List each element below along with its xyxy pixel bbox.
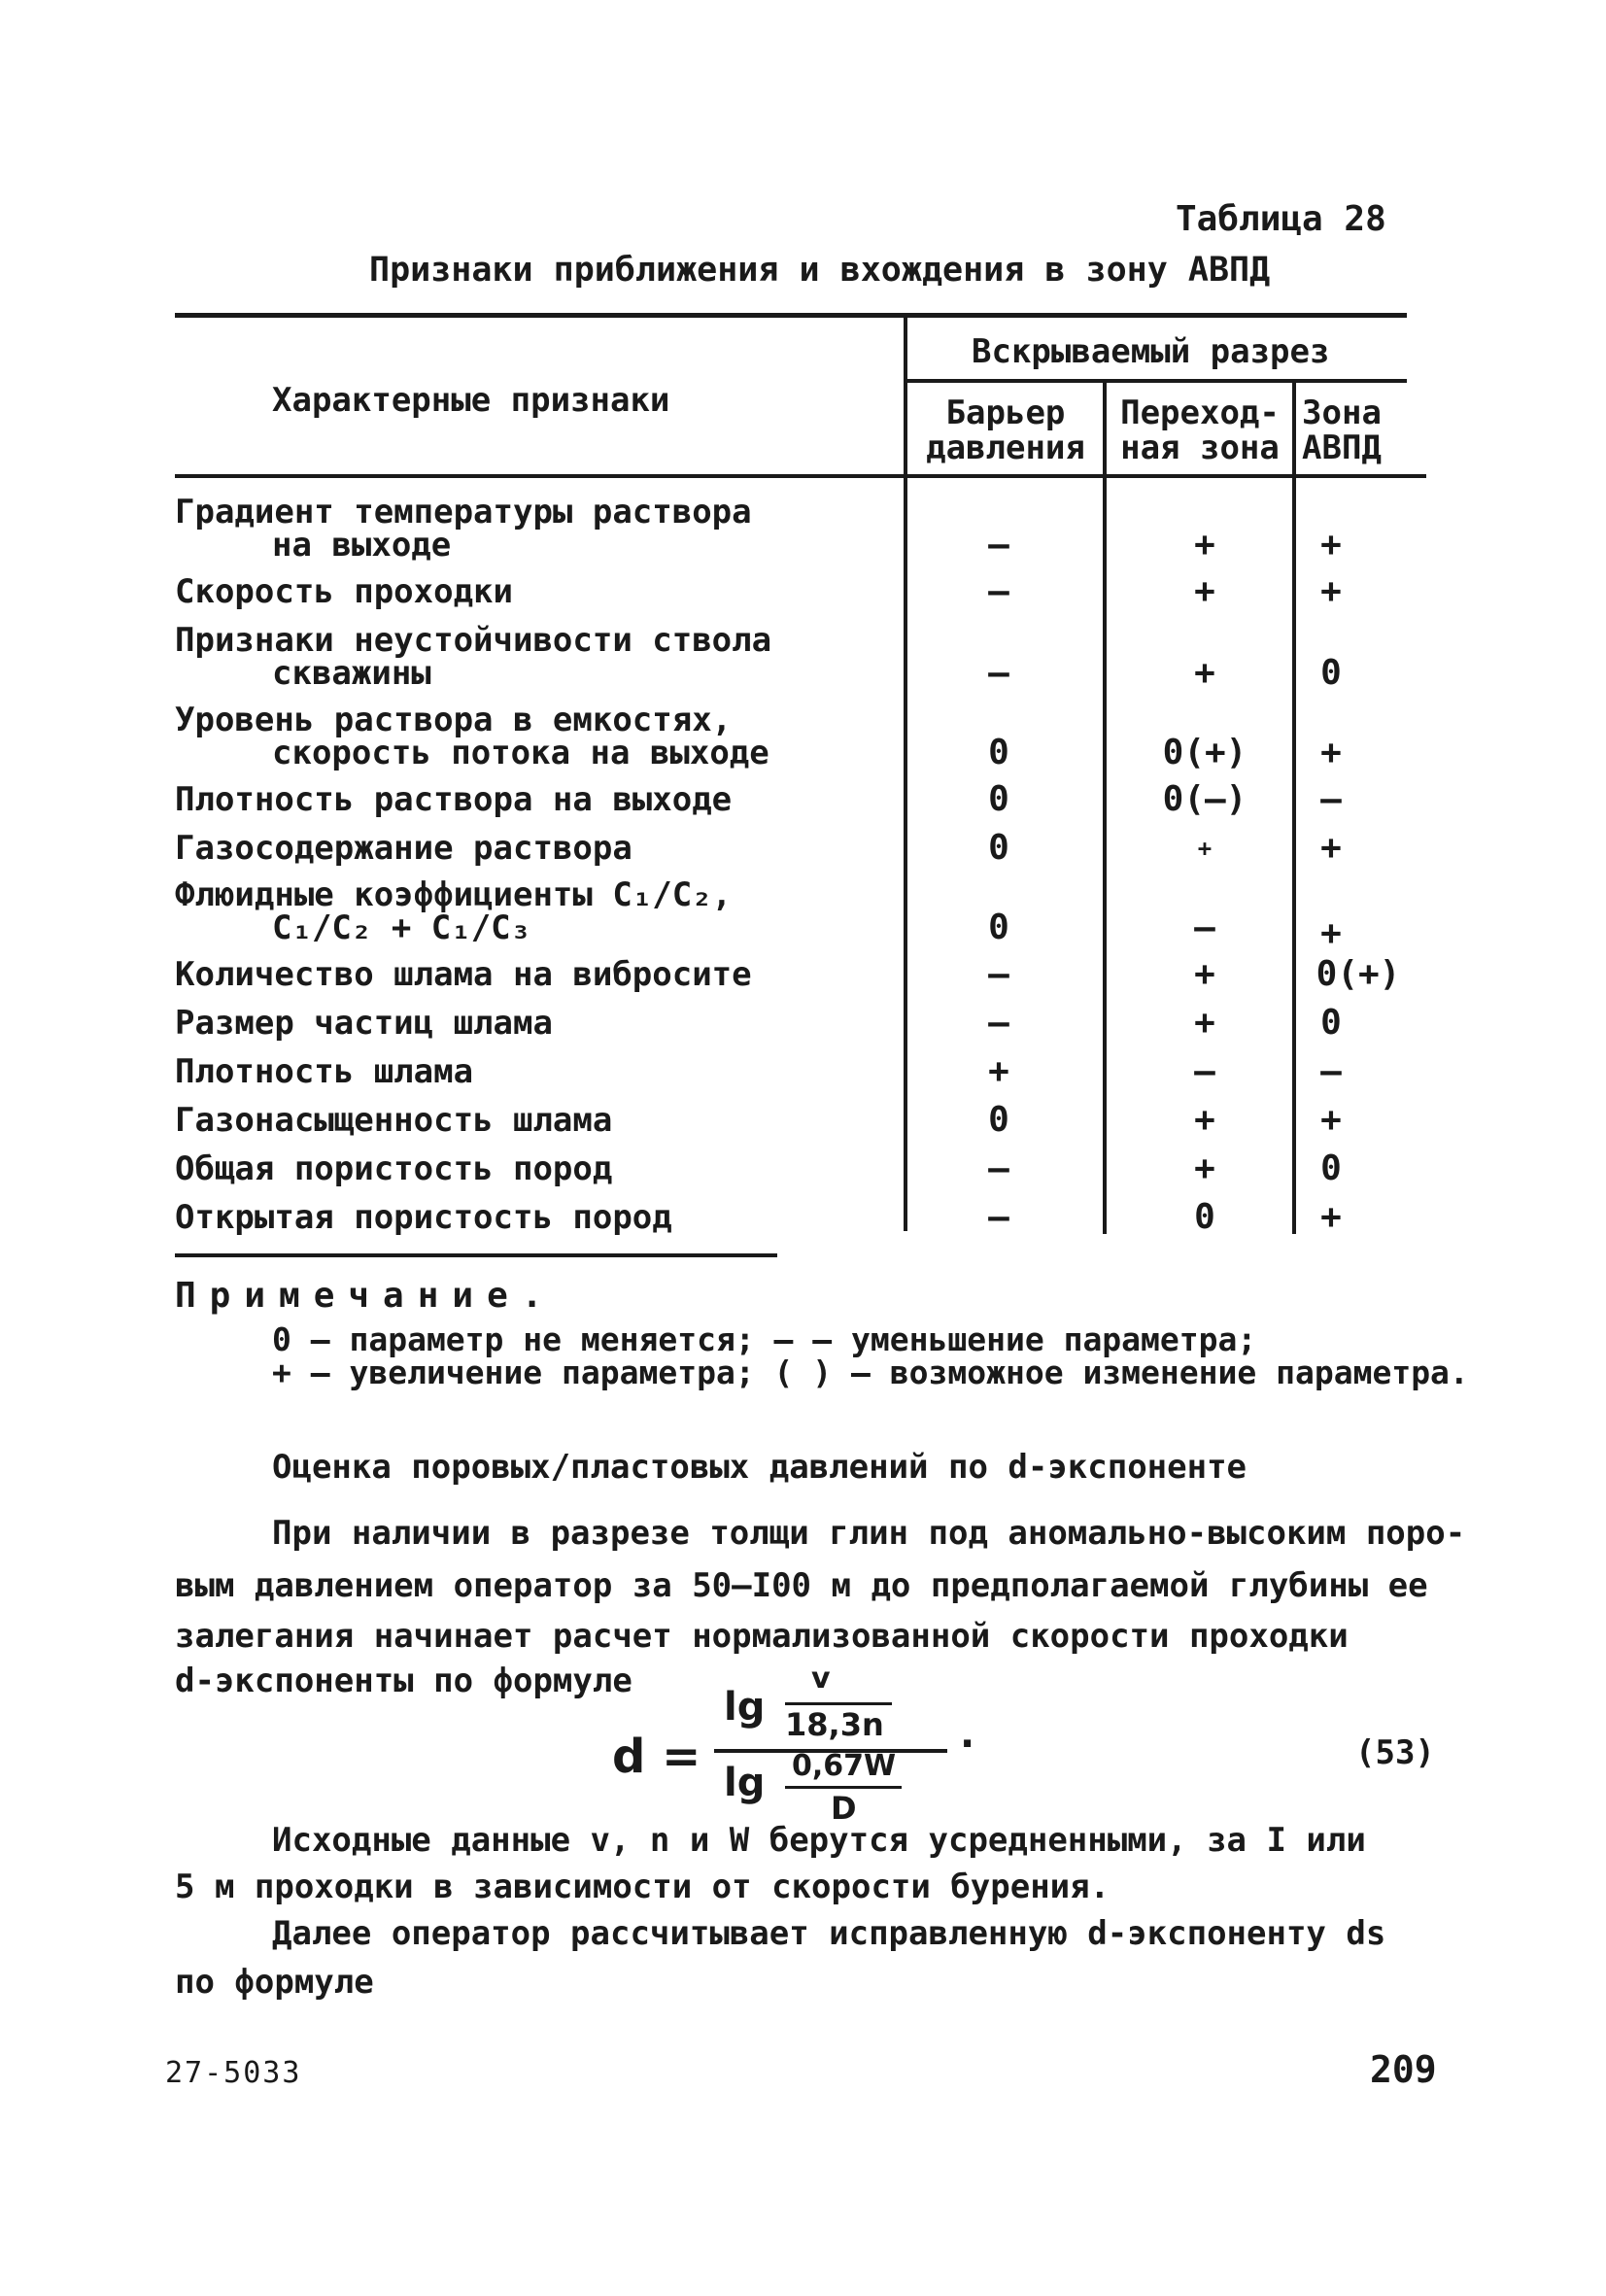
row-label: Общая пористость пород xyxy=(175,1149,613,1188)
col-divider-2 xyxy=(1103,381,1107,1234)
cell-zone: + xyxy=(1320,828,1342,868)
page-number: 209 xyxy=(1370,2048,1437,2091)
row-label-cont: на выходе xyxy=(272,526,452,565)
note-line-2: + – увеличение параметра; ( ) – возможное изменение параметра. xyxy=(272,1354,1469,1391)
cell-barrier: 0 xyxy=(988,779,1009,819)
cell-transition: + xyxy=(1194,571,1215,611)
cell-transition: + xyxy=(1194,1100,1215,1140)
cell-zone: 0(+) xyxy=(1316,954,1401,994)
row-label-cont: скорость потока на выходе xyxy=(272,734,769,772)
section-heading: Оценка поровых/пластовых давлений по d-экспоненте xyxy=(272,1448,1247,1487)
cell-barrier: – xyxy=(988,1197,1009,1237)
cell-zone: + xyxy=(1320,1197,1342,1237)
row-label: Газонасыщенность шлама xyxy=(175,1101,613,1140)
row-label: Скорость проходки xyxy=(175,572,513,611)
formula-number: (53) xyxy=(1355,1733,1435,1772)
cell-zone: 0 xyxy=(1320,1003,1342,1043)
row-label: Плотность раствора на выходе xyxy=(175,780,733,819)
group-header-rule xyxy=(907,379,1407,383)
note-line-1: 0 – параметр не меняется; – – уменьшение параметра; xyxy=(272,1320,1257,1358)
table-bottom-rule xyxy=(175,1253,777,1257)
formula-numerator-inner-bar xyxy=(785,1702,892,1705)
header-col-zone-line1: Зона xyxy=(1302,394,1382,432)
cell-transition: 0 xyxy=(1194,1197,1215,1237)
cell-transition: – xyxy=(1194,1051,1215,1091)
formula-lhs: d = xyxy=(612,1730,701,1784)
cell-transition: + xyxy=(1194,525,1215,565)
paragraph-2-line-2: 5 м проходки в зависимости от скорости бурения. xyxy=(175,1868,1111,1906)
formula-numerator-top: v xyxy=(811,1662,831,1696)
cell-zone: + xyxy=(1320,525,1342,565)
cell-barrier: 0 xyxy=(988,733,1009,772)
cell-transition: + xyxy=(1194,954,1215,994)
cell-transition: 0(–) xyxy=(1162,779,1247,819)
formula-denominator-top: 0,67W xyxy=(792,1749,897,1783)
cell-zone: + xyxy=(1320,571,1342,611)
header-col-transition-line1: Переход- xyxy=(1120,394,1280,432)
note-title: Примечание. xyxy=(175,1276,557,1316)
formula-denominator-bottom: D xyxy=(831,1790,857,1827)
cell-zone: – xyxy=(1320,779,1342,819)
header-col-transition-line2: ная зона xyxy=(1120,428,1280,467)
header-bottom-rule xyxy=(175,474,1426,478)
cell-transition: + xyxy=(1194,653,1215,693)
cell-barrier: – xyxy=(988,1148,1009,1188)
paragraph-1-line-2: вым давлением оператор за 50–I00 м до предполагаемой глубины ее xyxy=(175,1566,1428,1605)
table-title: Признаки приближения и вхождения в зону АВПД xyxy=(369,251,1271,290)
row-label: Газосодержание раствора xyxy=(175,829,632,868)
cell-barrier: 0 xyxy=(988,828,1009,868)
cell-barrier: – xyxy=(988,525,1009,565)
cell-barrier: 0 xyxy=(988,908,1009,947)
table-number: Таблица 28 xyxy=(1176,199,1386,239)
formula-numerator-lg: lg xyxy=(724,1685,766,1730)
cell-zone: – xyxy=(1320,1051,1342,1091)
cell-zone: + xyxy=(1320,913,1342,953)
cell-transition: + xyxy=(1194,1003,1215,1043)
row-label: Открытая пористость пород xyxy=(175,1198,672,1237)
cell-zone: + xyxy=(1320,1100,1342,1140)
formula-denominator-inner-bar xyxy=(785,1786,902,1789)
formula-denominator-lg: lg xyxy=(724,1761,766,1805)
cell-transition: + xyxy=(1194,1148,1215,1188)
row-label: Размер частиц шлама xyxy=(175,1004,553,1043)
cell-barrier: – xyxy=(988,653,1009,693)
footer-code: 27-5033 xyxy=(165,2056,302,2090)
formula-trailing-dot: · xyxy=(960,1722,975,1766)
header-features: Характерные признаки xyxy=(272,381,670,420)
paragraph-1-line-4: d-экспоненты по формуле xyxy=(175,1662,632,1700)
row-label: Количество шлама на вибросите xyxy=(175,955,752,994)
row-label: Признаки неустойчивости ствола xyxy=(175,621,772,660)
formula-numerator-bottom: 18,3n xyxy=(785,1706,884,1743)
header-col-zone-line2: АВПД xyxy=(1302,428,1382,467)
row-label: Градиент температуры раствора xyxy=(175,493,752,531)
cell-zone: 0 xyxy=(1320,1148,1342,1188)
paragraph-3-line-1: Далее оператор рассчитывает исправленную d-экспоненту ds xyxy=(272,1914,1386,1953)
cell-transition: – xyxy=(1194,908,1215,947)
row-label: Уровень раствора в емкостях, xyxy=(175,701,733,739)
header-col-barrier-line1: Барьер xyxy=(945,394,1066,432)
header-col-barrier-line2: давления xyxy=(926,428,1085,467)
cell-transition: + xyxy=(1197,835,1213,862)
cell-barrier: – xyxy=(988,571,1009,611)
cell-barrier: + xyxy=(988,1051,1009,1091)
cell-barrier: 0 xyxy=(988,1100,1009,1140)
row-label-cont: C₁/C₂ + C₁/C₃ xyxy=(272,908,531,947)
row-label: Плотность шлама xyxy=(175,1052,474,1091)
paragraph-1-line-3: залегания начинает расчет нормализованной скорости проходки xyxy=(175,1617,1349,1656)
cell-zone: 0 xyxy=(1320,653,1342,693)
row-label: Флюидные коэффициенты C₁/C₂, xyxy=(175,875,733,914)
row-label-cont: скважины xyxy=(272,654,431,693)
cell-zone: + xyxy=(1320,733,1342,772)
paragraph-2-line-1: Исходные данные v, n и W берутся усредненными, за I или xyxy=(272,1821,1366,1860)
col-divider-1 xyxy=(904,313,907,1231)
paragraph-3-line-2: по формуле xyxy=(175,1963,374,2002)
cell-barrier: – xyxy=(988,1003,1009,1043)
cell-transition: 0(+) xyxy=(1162,733,1247,772)
paragraph-1-line-1: При наличии в разрезе толщи глин под аномально-высоким поро- xyxy=(272,1514,1466,1553)
header-group: Вскрываемый разрез xyxy=(972,332,1330,371)
table-top-rule xyxy=(175,313,1407,318)
cell-barrier: – xyxy=(988,954,1009,994)
